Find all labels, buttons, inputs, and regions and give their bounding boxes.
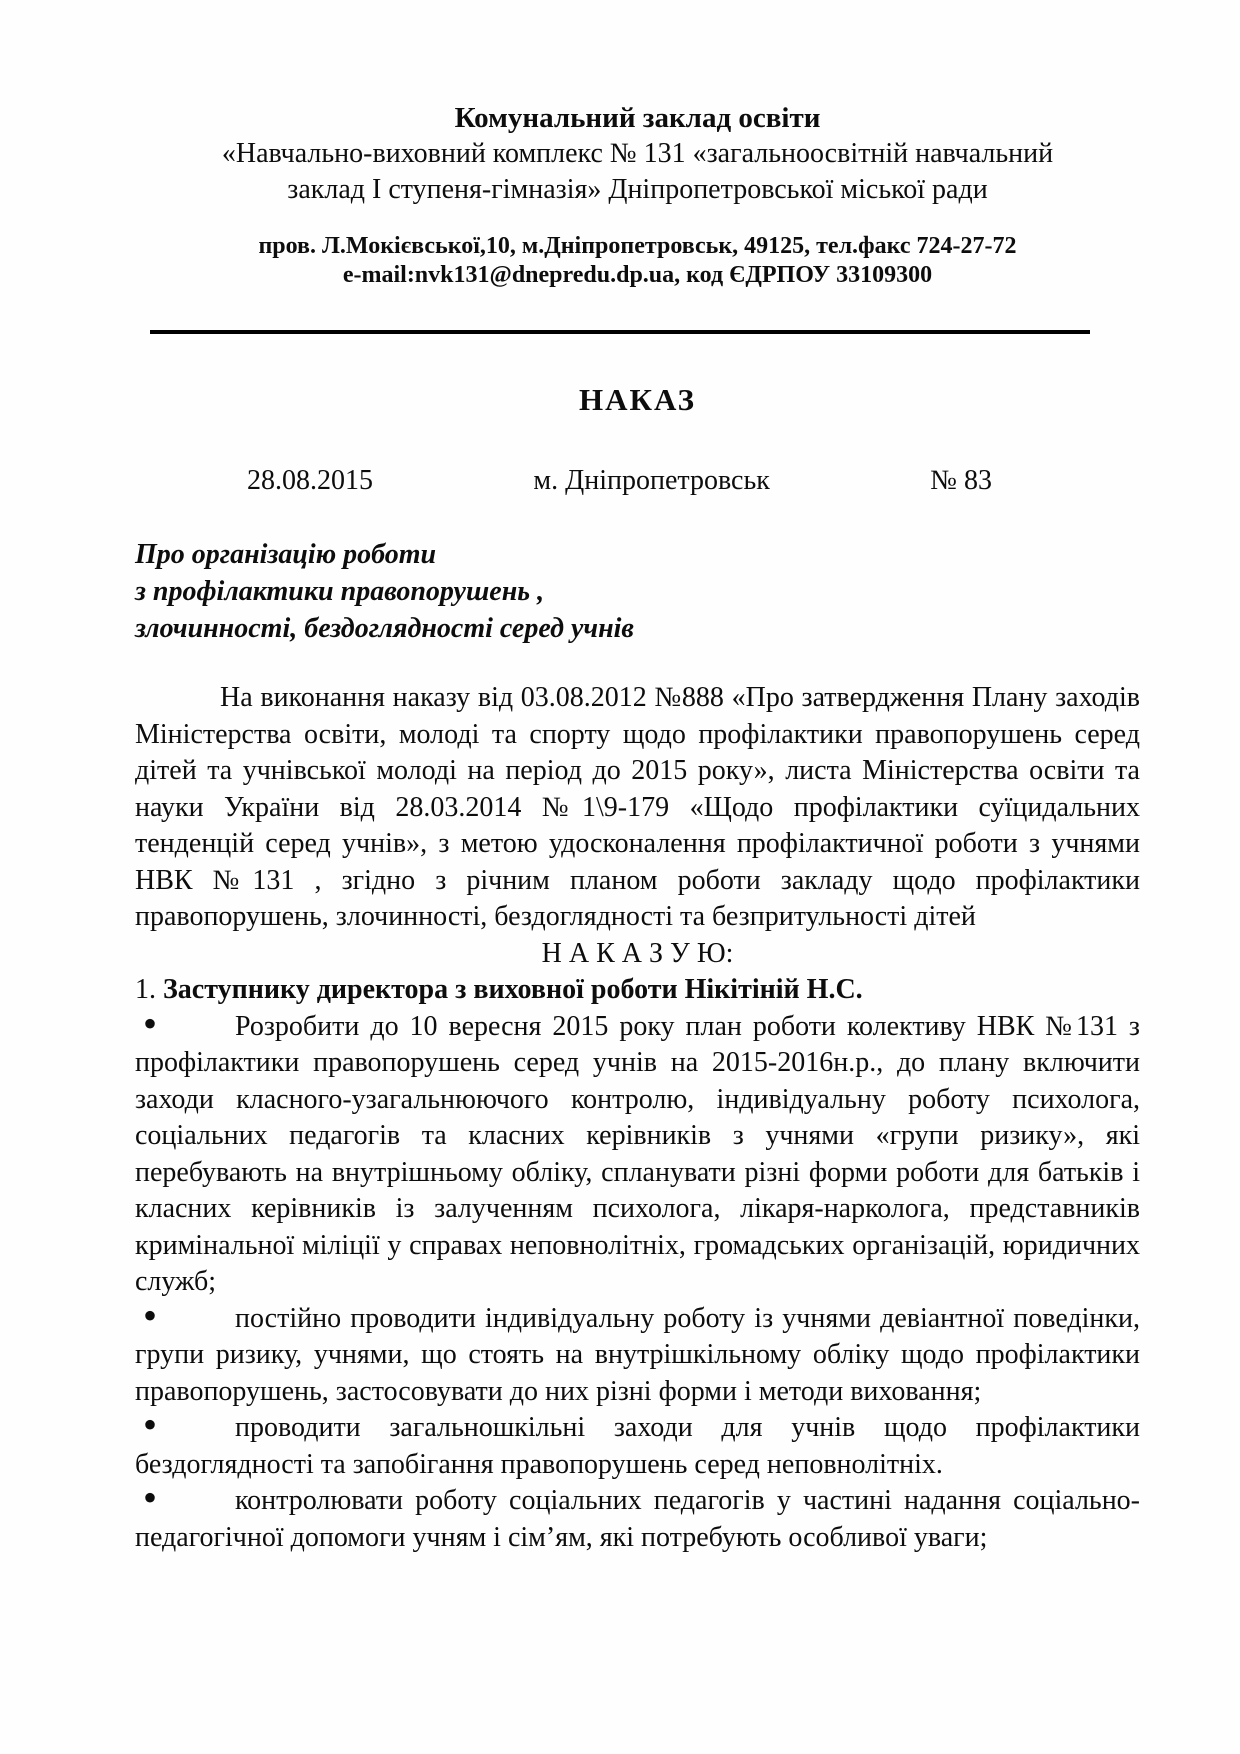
- bullet-icon: •: [143, 1000, 158, 1046]
- subject-line-2: з профілактики правопорушень ,: [135, 576, 545, 607]
- subject-line-3: злочинності, бездоглядності серед учнів: [135, 613, 634, 644]
- order-number: № 83: [930, 465, 992, 496]
- bullet-icon: •: [143, 1475, 158, 1520]
- organization-title: Комунальний заклад освіти: [454, 102, 821, 134]
- bullet-item-3: [135, 1402, 1140, 1483]
- bullet-4-text: контролювати роботу соціальних педагогів у частині надання соціально-педагогічної допомоги учням і сім’ям, які потребують особливої уваги;: [135, 1485, 1140, 1553]
- bullet-icon: •: [143, 1292, 158, 1338]
- bullet-item-1: [135, 1000, 1140, 1301]
- item-1-title: Заступнику директора з виховної роботи Нікітіній Н.С.: [163, 974, 863, 1005]
- document-type-title: НАКАЗ: [579, 382, 696, 417]
- organization-subtitle-line-2: заклад І ступеня-гімназія» Дніпропетровської міської ради: [287, 174, 988, 205]
- bullet-1-text: Розробити до 10 вересня 2015 року план роботи колективу НВК №131 з профілактики правопорушень серед учнів на 2015-2016н.р., до плану включити заходи класного-узагальнюючого контролю, індивідуальну роботу психолога, соціальних педагогів та класних керівників з учнями «групи ризику», які перебувають на внутрішньому обліку, спланувати різні форми роботи для батьків і класних керівників із залученням психолога, лікаря-нарколога, представників кримінальної міліції у справах неповнолітніх, громадських організацій, юридичних служб;: [135, 1010, 1140, 1297]
- organization-subtitle-line-1: «Навчально-виховний комплекс № 131 «загальноосвітній навчальний: [221, 138, 1054, 169]
- resolution-word: Н А К А З У Ю:: [541, 937, 734, 969]
- order-date: 28.08.2015: [247, 465, 373, 496]
- bullet-item-2: [135, 1292, 1140, 1411]
- order-item-1: [135, 972, 1140, 1009]
- document-content: [135, 0, 1140, 1556]
- order-meta-row: [135, 464, 1140, 498]
- preamble-paragraph: На виконання наказу від 03.08.2012 №888 «Про затвердження Плану заходів Міністерства освіти, молоді та спорту щодо профілактики правопорушень серед дітей та учнівської молоді на період до 2015 року», листа Міністерства освіти та науки України від 28.03.2014 №1\9-179 «Щодо профілактики суїцидальних тенденцій серед учнів», з метою удосконалення профілактичної роботи з учнями НВК №131 , згідно з річним планом роботи закладу щодо профілактики правопорушень, злочинності, бездоглядності та безпритульності дітей: [135, 682, 1140, 932]
- bullet-3-text: проводити загальношкільні заходи для учнів щодо профілактики бездоглядності та запобігання правопорушень серед неповнолітніх.: [135, 1412, 1140, 1480]
- bullet-icon: •: [143, 1402, 158, 1447]
- address-block: [135, 232, 1140, 290]
- order-subject: [135, 536, 1140, 647]
- order-city: м. Дніпропетровськ: [533, 465, 770, 496]
- subject-line-1: Про організацію роботи: [135, 539, 437, 570]
- bullet-item-4: [135, 1475, 1140, 1556]
- email-edrpou-line: e-mail:nvk131@dnepredu.dp.ua, код ЄДРПОУ 33109300: [342, 262, 933, 288]
- header-divider-rule: [150, 330, 1090, 334]
- bullet-2-text: постійно проводити індивідуальну роботу із учнями девіантної поведінки, групи ризику, учнями, що стоять на внутрішкільному обліку щодо профілактики правопорушень, застосовувати до них різні форми і методи виховання;: [135, 1302, 1140, 1407]
- address-line: пров. Л.Мокієвської,10, м.Дніпропетровськ, 49125, тел.факс 724-27-72: [258, 233, 1017, 259]
- item-1-number: 1.: [135, 974, 156, 1005]
